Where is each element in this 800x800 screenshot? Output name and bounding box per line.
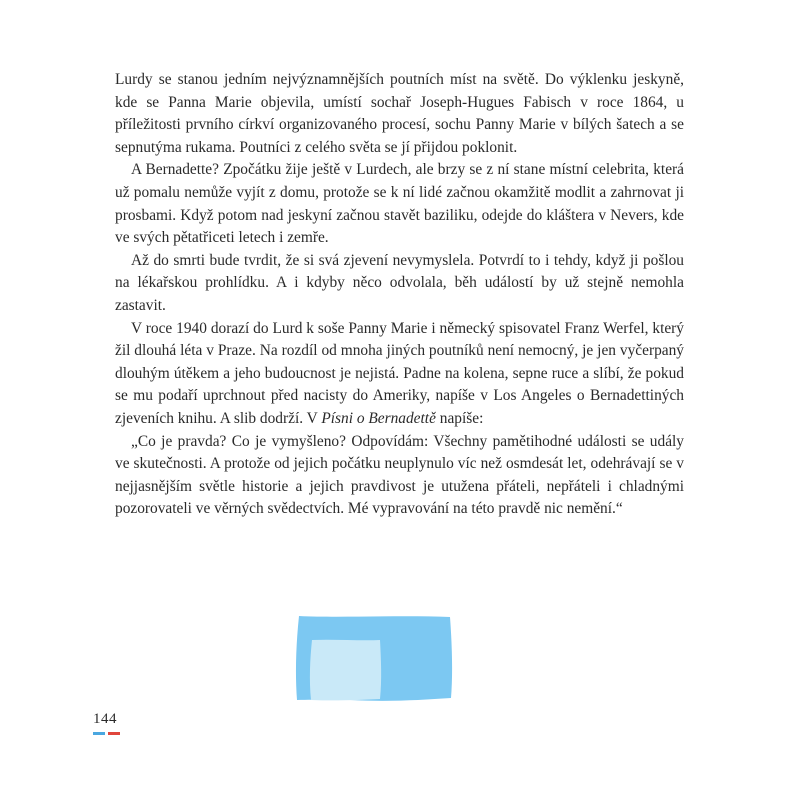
red-mark [108,732,120,735]
paragraph-2: A Bernadette? Zpočátku žije ještě v Lurdech, ale brzy se z ní stane místní celebrita, která už pomalu nemůže vyjít z domu, protože se k ní lidé začnou okamžitě modlit a zahrnovat ji prosbami. Když potom nad jeskyní začnou stavět baziliku, odejde do kláštera v Nevers, kde ve svých pětatřiceti letech i zemře. [115,161,684,247]
body-text [115,69,684,521]
paragraph-4-text-start: V roce 1940 dorazí do Lurd k soše Panny Marie i německý spisovatel Franz Werfel, který žil dlouhá léta v Praze. Na rozdíl od mnoha jiných poutníků není nemocný, je jen vyčerpaný dlouhým útěkem a jeho budoucnost je nejistá. Padne na kolena, sepne ruce a slíbí, že pokud se mu podaří uprchnout před nacisty do Ameriky, napíše v Los Angeles o Bernadettiných zjeveních knihu. A slib dodrží. V [115,319,684,427]
page-number: 144 [93,711,117,727]
page-number-underline [93,732,121,735]
blue-mark [93,732,105,735]
blue-squares-illustration [290,614,460,709]
quote-paragraph: „Co je pravda? Co je vymyšleno? Odpovídám: Všechny pamětihodné události se udály ve skutečnosti. A protože od jejich počátku neuplynulo víc než osmdesát let, odehrávají se v nejjasnějším světle historie a jejich pravdivost je utužena přáteli, nepřáteli i chladnými pozorovateli ve věrných svědectvích. Mé vypravování na této pravdě nic nemění.“ [115,432,684,518]
paragraph-1: Lurdy se stanou jedním nejvýznamnějších poutních míst na světě. Do výklenku jeskyně, kde se Panna Marie objevila, umístí sochař Joseph-Hugues Fabisch v roce 1864, u příležitosti prvního církví organizovaného procesí, sochu Panny Marie v bílých šatech a se sepnutýma rukama. Poutníci z celého světa se jí přijdou poklonit. [115,71,684,156]
paragraph-4 [115,318,684,431]
paragraph-3: Až do smrti bude tvrdit, že si svá zjevení nevymyslela. Potvrdí to i tehdy, když ji pošlou na lékařskou prohlídku. A i kdyby něco odvolala, běh událostí by už stejně nemohla zastavit. [115,251,684,314]
paragraph-4-text-end: napíše: [435,409,484,427]
inner-light-square [310,640,381,701]
book-title: Písni o Bernadettě [321,409,436,427]
